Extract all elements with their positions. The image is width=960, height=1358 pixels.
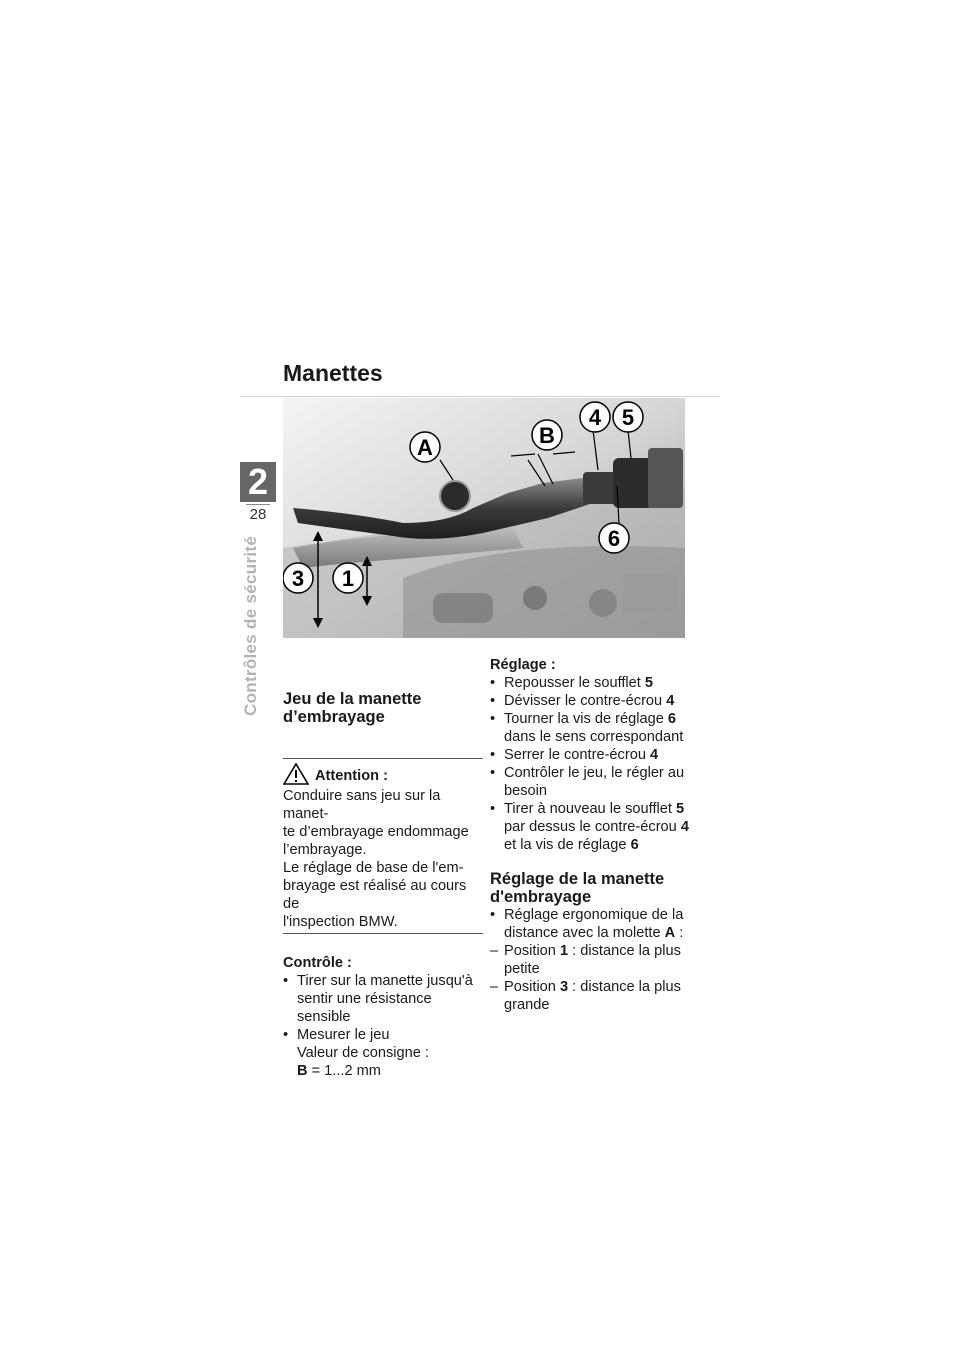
reglage-manette-list: [490, 906, 700, 1014]
attention-line: brayage est réalisé au cours de: [283, 878, 467, 912]
page-number: 28: [249, 506, 267, 523]
list-item: • Contrôler le jeu, le régler au besoin: [490, 765, 685, 799]
list-item: • Réglage ergonomique de la distance avec la molette A :: [490, 907, 684, 941]
list-item: • Tirer à nouveau le soufflet 5 par dessus le contre-écrou 4 et la vis de réglage 6: [490, 801, 689, 853]
section-heading-reglage-manette: Réglage de la manette d'embrayage: [490, 870, 665, 906]
attention-line: Le réglage de base de l'em-: [283, 860, 464, 876]
attention-label: Attention :: [315, 768, 388, 784]
clutch-lever-figure: [283, 398, 685, 638]
attention-line: te d’embrayage endommage: [283, 824, 469, 840]
attention-line: Conduire sans jeu sur la manet-: [283, 788, 441, 822]
list-item: • Tourner la vis de réglage 6 dans le sens correspondant: [490, 711, 684, 745]
label-6: 6: [607, 526, 621, 551]
label-4: 4: [588, 405, 602, 430]
side-chapter-title: Contrôles de sécurité: [241, 535, 260, 716]
attention-box: [283, 758, 483, 934]
title-divider: [240, 396, 720, 397]
label-b: B: [539, 423, 555, 448]
page-title: Manettes: [283, 360, 383, 386]
attention-line: l'inspection BMW.: [283, 914, 398, 930]
list-item: • Serrer le contre-écrou 4: [490, 747, 659, 763]
label-5: 5: [621, 405, 635, 430]
control-list: [283, 972, 483, 1080]
section-heading-jeu: Jeu de la manette d’embrayage: [283, 690, 422, 726]
chapter-number: 2: [240, 462, 276, 502]
reglage-list: [490, 674, 700, 854]
label-1: 1: [341, 566, 355, 591]
attention-line: l’embrayage.: [283, 842, 367, 858]
label-3: 3: [291, 566, 305, 591]
warning-icon: [283, 763, 309, 785]
reglage-heading: Réglage :: [490, 657, 556, 673]
left-column: [283, 690, 483, 1080]
right-column: [490, 656, 700, 1014]
list-item: • Mesurer le jeu Valeur de consigne : B = 1...2 mm: [283, 1027, 429, 1079]
list-item: • Repousser le soufflet 5: [490, 675, 654, 691]
list-item: – Position 1 : distance la plus petite: [490, 943, 681, 977]
list-item: • Tirer sur la manette jusqu'à sentir une résistance sensible: [283, 973, 473, 1025]
chapter-divider: [246, 504, 270, 505]
label-a: A: [417, 435, 433, 460]
list-item: – Position 3 : distance la plus grande: [490, 979, 681, 1013]
control-heading: Contrôle :: [283, 955, 352, 971]
list-item: • Dévisser le contre-écrou 4: [490, 693, 675, 709]
